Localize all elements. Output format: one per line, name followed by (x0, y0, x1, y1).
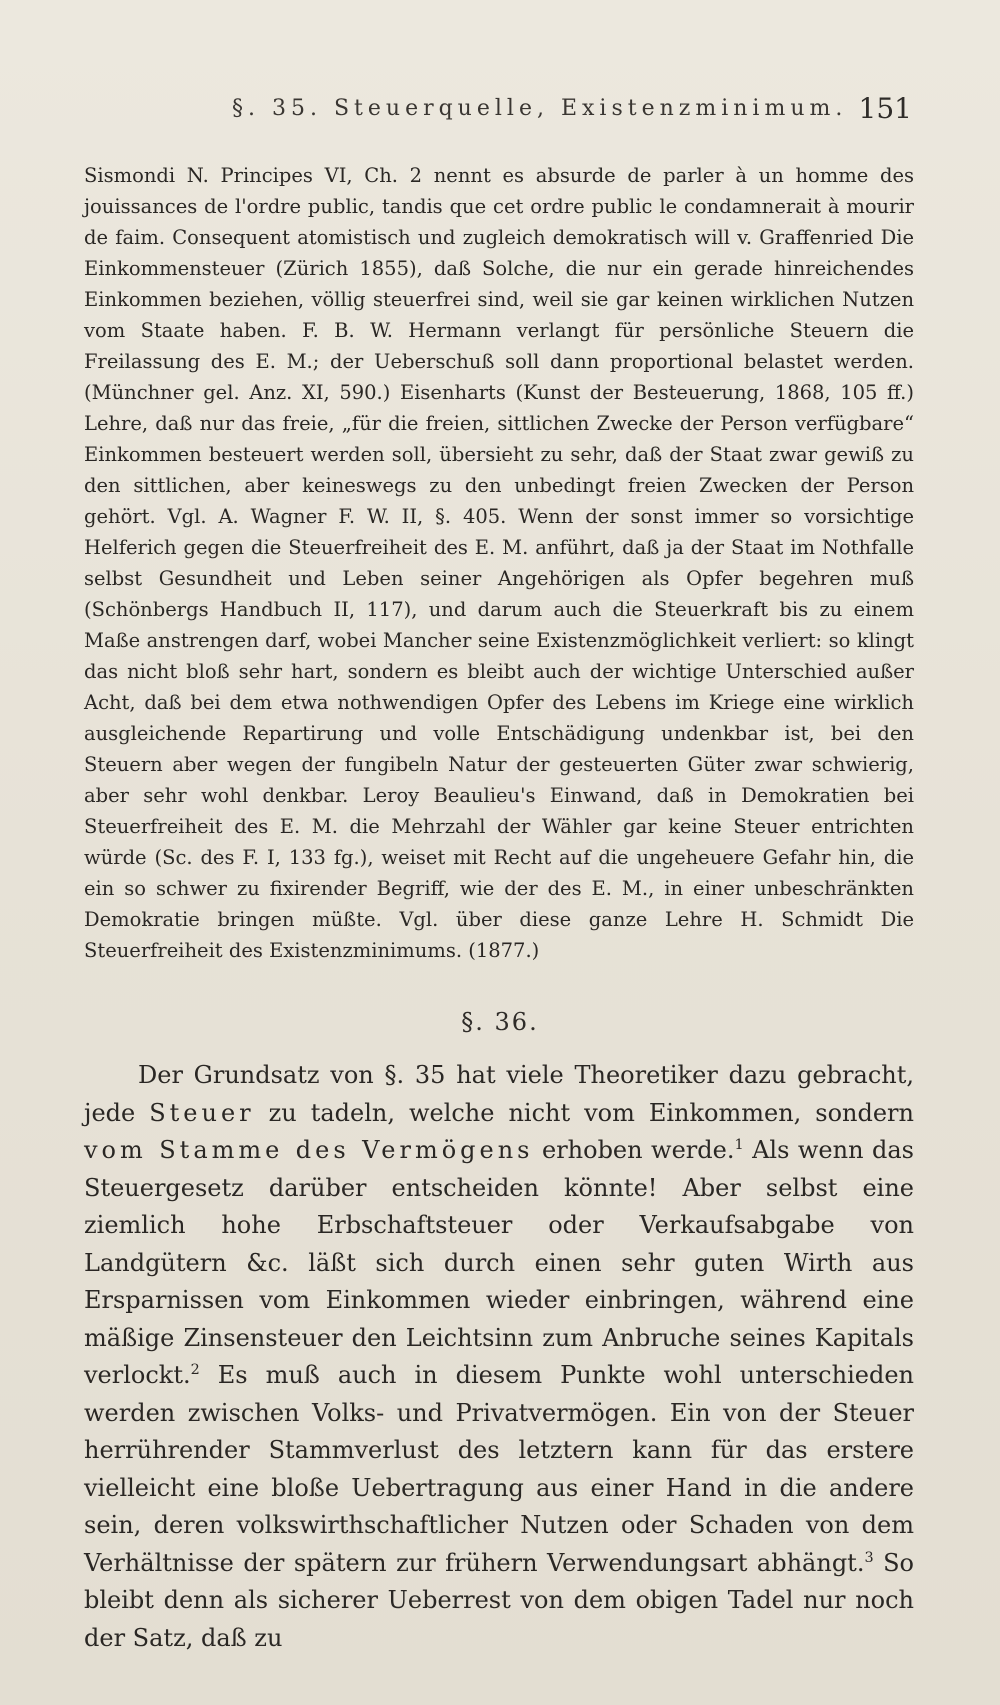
page-number: 151 (858, 92, 912, 125)
body-text (84, 1057, 914, 1657)
footnote-ref-2: 2 (190, 1362, 200, 1378)
footnote-block (84, 160, 914, 966)
body-text-5: Es muß auch in diesem Punkte wohl unterschieden werden zwischen Volks- und Privatvermögen. Ein von der Steuer herrührender Stammverlust des letztern kann für das erstere vielleicht eine bloße Uebertragung aus einer Hand in die andere sein, deren volkswirthschaftlicher Nutzen oder Schaden von dem Verhältnisse der spätern zur frühern Verwendungsart abhängt. (84, 1361, 914, 1577)
body-spaced-stamme: vom Stamme des Vermögens (84, 1136, 534, 1164)
body-text-2: zu tadeln, welche nicht vom Einkommen, sondern (268, 1098, 914, 1127)
body-text-1: Der Grundsatz von §. 35 hat viele Theoretiker dazu gebracht, jede (84, 1061, 914, 1127)
footnote-ref-3: 3 (864, 1549, 874, 1566)
body-text-6: So bleibt denn als sicherer Ueberrest von dem obigen Tadel nur noch der Satz, daß zu (84, 1548, 914, 1652)
body-spaced-steuer: Steuer (149, 1098, 255, 1127)
page-header (0, 92, 1000, 132)
body-paragraph (84, 1057, 914, 1657)
body-text-3: erhoben werde. (541, 1136, 735, 1164)
body-text-4: Als wenn das Steuergesetz darüber entscheiden könnte! Aber selbst eine ziemlich hohe Erbschaftsteuer oder Verkaufsabgabe von Landgütern &c. läßt sich durch einen sehr guten Wirth aus Ersparnissen vom Einkommen wieder einbringen, während eine mäßige Zinsensteuer den Leichtsinn zum Anbruche seines Kapitals verlockt. (84, 1136, 914, 1389)
footnote-ref-1: 1 (734, 1137, 744, 1153)
footnote-text: Sismondi N. Principes VI, Ch. 2 nennt es absurde de parler à un homme des jouissances de l'ordre public, tandis que cet ordre public le condamnerait à mourir de faim. Consequent atomistisch und zugleich demokratisch will v. Graffenried Die Einkommensteuer (Zürich 1855), daß Solche, die nur ein gerade hinreichendes Einkommen beziehen, völlig steuerfrei sind, weil sie gar keinen wirklichen Nutzen vom Staate haben. F. B. W. Hermann verlangt für persönliche Steuern die Freilassung des E. M.; der Ueberschuß soll dann proportional belastet werden. (Münchner gel. Anz. XI, 590.) Eisenharts (Kunst der Besteuerung, 1868, 105 ff.) Lehre, daß nur das freie, „für die freien, sittlichen Zwecke der Person verfügbare“ Einkommen besteuert werden soll, übersieht zu sehr, daß der Staat zwar gewiß zu den sittlichen, aber keineswegs zu den unbedingt freien Zwecken der Person gehört. Vgl. A. Wagner F. W. II, §. 405. Wenn der sonst immer so vorsichtige Helferich gegen die Steuerfreiheit des E. M. anführt, daß ja der Staat im Nothfalle selbst Gesundheit und Leben seiner Angehörigen als Opfer begehren muß (Schönbergs Handbuch II, 117), und darum auch die Steuerkraft bis zu einem Maße anstrengen darf, wobei Mancher seine Existenzmöglichkeit verliert: so klingt das nicht bloß sehr hart, sondern es bleibt auch der wichtige Unterschied außer Acht, daß bei dem etwa nothwendigen Opfer des Lebens im Kriege eine wirklich ausgleichende Repartirung und volle Entschädigung undenkbar ist, bei den Steuern aber wegen der fungibeln Natur der gesteuerten Güter zwar schwierig, aber sehr wohl denkbar. Leroy Beaulieu's Einwand, daß in Demokratien bei Steuerfreiheit des E. M. die Mehrzahl der Wähler gar keine Steuer entrichten würde (Sc. des F. I, 133 fg.), weiset mit Recht auf die ungeheuere Gefahr hin, die ein so schwer zu fixirender Begriff, wie der des E. M., in einer unbeschränkten Demokratie bringen müßte. Vgl. über diese ganze Lehre H. Schmidt Die Steuerfreiheit des Existenzminimums. (1877.) (84, 164, 914, 962)
running-title: §. 35. Steuerquelle, Existenzminimum. (232, 96, 848, 121)
section-heading: §. 36. (461, 1008, 539, 1036)
